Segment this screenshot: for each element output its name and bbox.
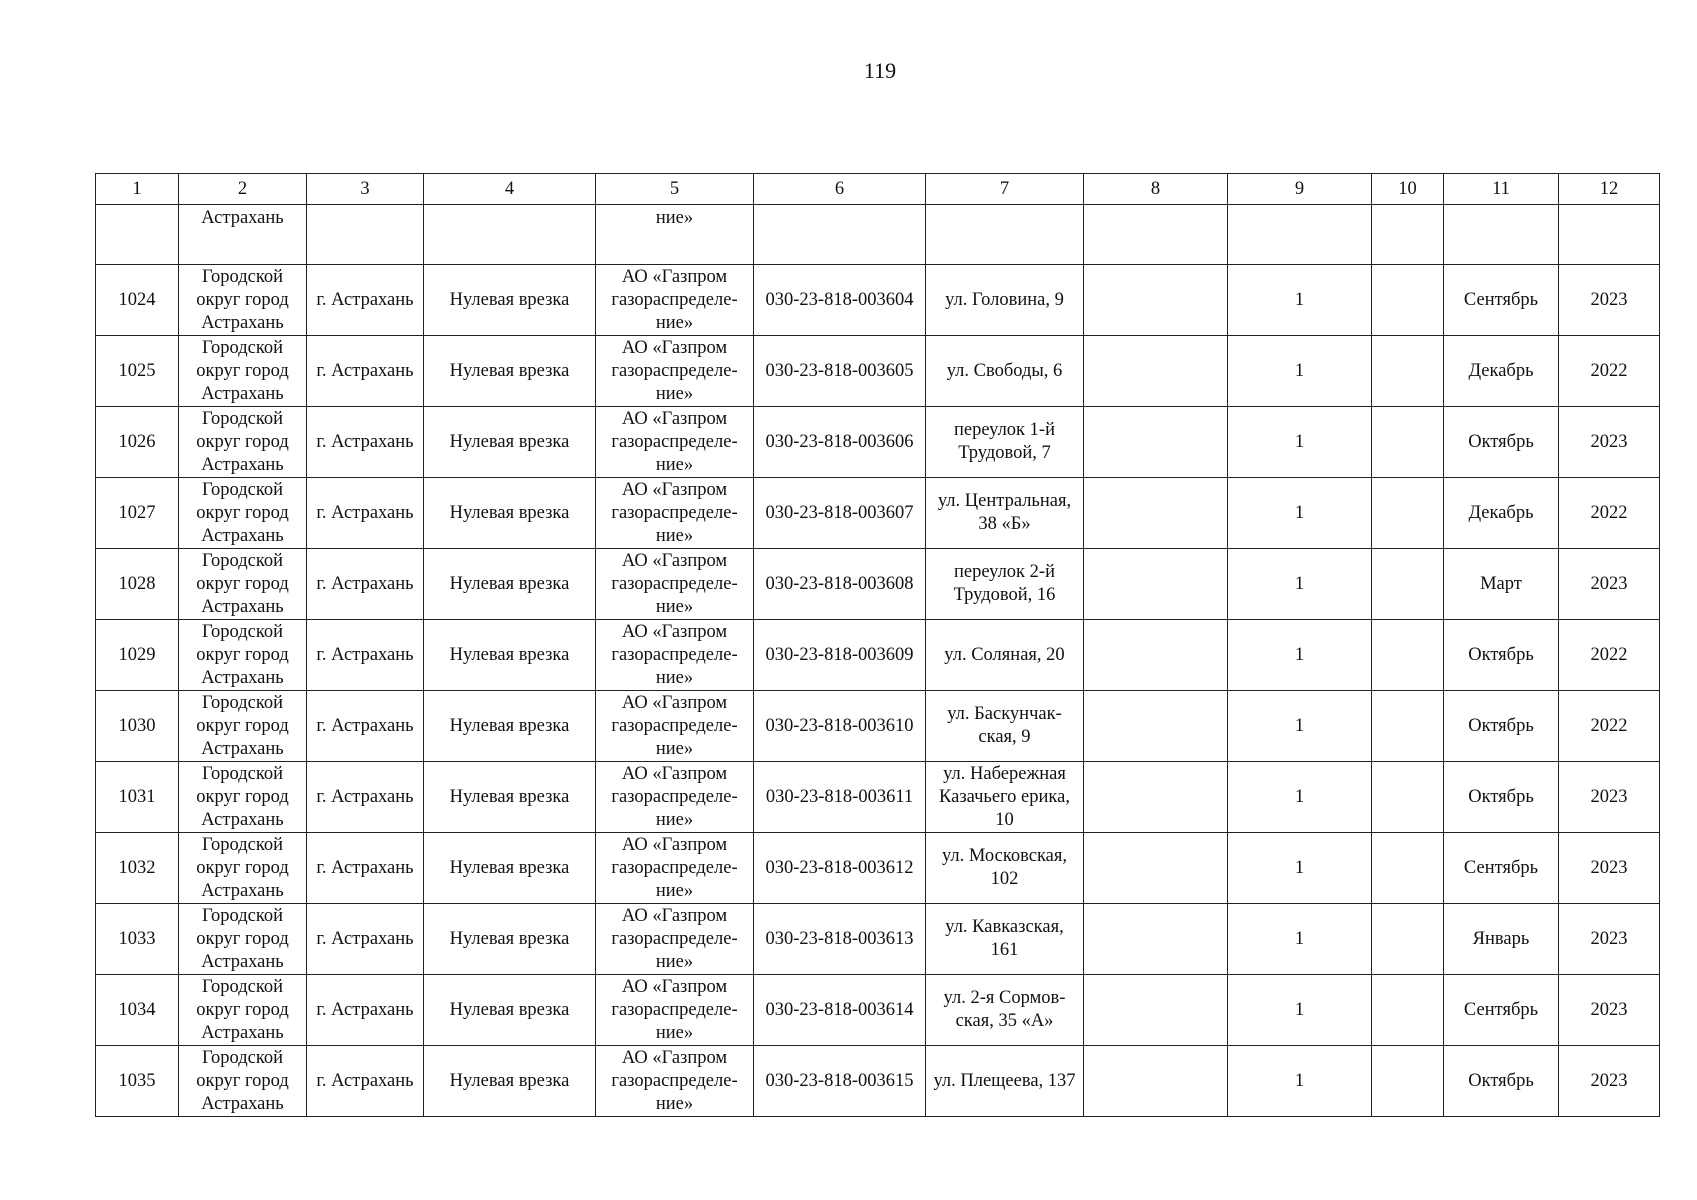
org-line: ние»: [655, 383, 694, 404]
org-line: ние»: [655, 596, 694, 617]
district-line: Астрахань: [201, 809, 284, 830]
table-cell-organization: ние»: [596, 205, 754, 265]
district-line: Астрахань: [201, 880, 284, 901]
address-cell: [926, 336, 1084, 407]
month-cell: Октябрь: [1444, 1046, 1559, 1117]
district-line: Астрахань: [201, 667, 284, 688]
district-line: округ город: [196, 786, 289, 807]
city-cell: г. Астрахань: [307, 336, 424, 407]
org-line: ние»: [655, 951, 694, 972]
district-cell: [179, 904, 307, 975]
column-header: 6: [754, 174, 926, 205]
column-8-cell: [1084, 265, 1228, 336]
address-cell: [926, 407, 1084, 478]
column-8-cell: [1084, 904, 1228, 975]
org-line: АО «Газпром: [621, 692, 728, 713]
district-cell: [179, 478, 307, 549]
table-row: [96, 904, 1660, 975]
city-cell: г. Астрахань: [307, 407, 424, 478]
address-line: ул. Кавказская,: [945, 917, 1064, 937]
org-line: газораспределе-: [611, 715, 738, 736]
org-line: газораспределе-: [611, 644, 738, 665]
row-number: 1025: [96, 336, 179, 407]
table-cell-district: Астрахань: [179, 205, 307, 265]
district-line: округ город: [196, 573, 289, 594]
district-line: Городской: [201, 905, 284, 926]
org-line: АО «Газпром: [621, 905, 728, 926]
column-header: 8: [1084, 174, 1228, 205]
city-cell: г. Астрахань: [307, 691, 424, 762]
address-line: Казачьего ерика,: [939, 786, 1070, 807]
district-line: Астрахань: [201, 738, 284, 759]
organization-cell: [596, 620, 754, 691]
year-cell: 2023: [1559, 975, 1660, 1046]
quantity-cell: 1: [1228, 904, 1372, 975]
organization-cell: [596, 833, 754, 904]
org-line: АО «Газпром: [621, 1047, 728, 1068]
code-cell: 030-23-818-003615: [754, 1046, 926, 1117]
table-row: [96, 407, 1660, 478]
column-header: 12: [1559, 174, 1660, 205]
address-cell: [926, 833, 1084, 904]
address-line: ская, 35 «А»: [955, 1011, 1054, 1031]
type-cell: Нулевая врезка: [424, 265, 596, 336]
table-row: [96, 265, 1660, 336]
year-cell: 2022: [1559, 620, 1660, 691]
district-line: Городской: [201, 692, 284, 713]
year-cell: 2023: [1559, 265, 1660, 336]
district-line: округ город: [196, 289, 289, 310]
district-line: Городской: [201, 479, 284, 500]
column-8-cell: [1084, 762, 1228, 833]
column-10-cell: [1372, 904, 1444, 975]
org-line: газораспределе-: [611, 1070, 738, 1091]
month-cell: Октябрь: [1444, 691, 1559, 762]
row-number: 1033: [96, 904, 179, 975]
continuation-row: [96, 205, 1660, 265]
code-cell: 030-23-818-003612: [754, 833, 926, 904]
column-10-cell: [1372, 620, 1444, 691]
district-line: Астрахань: [201, 525, 284, 546]
row-number: 1032: [96, 833, 179, 904]
org-line: газораспределе-: [611, 502, 738, 523]
column-header: 9: [1228, 174, 1372, 205]
code-cell: 030-23-818-003604: [754, 265, 926, 336]
column-header: 4: [424, 174, 596, 205]
district-line: округ город: [196, 715, 289, 736]
organization-cell: [596, 1046, 754, 1117]
address-line: ул. Центральная,: [937, 491, 1072, 511]
organization-cell: [596, 904, 754, 975]
district-line: Городской: [201, 408, 284, 429]
district-cell: [179, 975, 307, 1046]
address-cell: [926, 762, 1084, 833]
org-line: газораспределе-: [611, 573, 738, 594]
column-header: 3: [307, 174, 424, 205]
column-10-cell: [1372, 265, 1444, 336]
quantity-cell: 1: [1228, 478, 1372, 549]
district-cell: [179, 620, 307, 691]
code-cell: 030-23-818-003613: [754, 904, 926, 975]
table-cell: [1559, 205, 1660, 265]
address-line: ул. Набережная: [943, 763, 1066, 784]
address-line: ул. Московская,: [941, 846, 1068, 866]
city-cell: г. Астрахань: [307, 762, 424, 833]
district-line: Астрахань: [201, 596, 284, 617]
row-number: 1029: [96, 620, 179, 691]
address-line: ул. Соляная, 20: [944, 644, 1065, 665]
address-cell: [926, 265, 1084, 336]
org-line: ние»: [655, 454, 694, 475]
city-cell: г. Астрахань: [307, 975, 424, 1046]
org-line: ние»: [655, 525, 694, 546]
year-cell: 2023: [1559, 762, 1660, 833]
org-line: газораспределе-: [611, 999, 738, 1020]
column-header: 2: [179, 174, 307, 205]
org-line: АО «Газпром: [621, 621, 728, 642]
month-cell: Январь: [1444, 904, 1559, 975]
address-line: Трудовой, 16: [953, 585, 1056, 605]
month-cell: Сентябрь: [1444, 975, 1559, 1046]
city-cell: г. Астрахань: [307, 1046, 424, 1117]
org-line: газораспределе-: [611, 928, 738, 949]
org-line: АО «Газпром: [621, 337, 728, 358]
org-line: ние»: [655, 880, 694, 901]
quantity-cell: 1: [1228, 762, 1372, 833]
organization-cell: [596, 691, 754, 762]
quantity-cell: 1: [1228, 549, 1372, 620]
quantity-cell: 1: [1228, 620, 1372, 691]
district-line: Астрахань: [201, 312, 284, 333]
type-cell: Нулевая врезка: [424, 1046, 596, 1117]
code-cell: 030-23-818-003606: [754, 407, 926, 478]
column-10-cell: [1372, 478, 1444, 549]
table-cell: [754, 205, 926, 265]
address-line: 102: [990, 869, 1019, 889]
column-10-cell: [1372, 833, 1444, 904]
district-line: Астрахань: [201, 1022, 284, 1043]
year-cell: 2023: [1559, 904, 1660, 975]
org-line: газораспределе-: [611, 857, 738, 878]
org-line: ние»: [655, 312, 694, 333]
column-10-cell: [1372, 1046, 1444, 1117]
table-row: [96, 691, 1660, 762]
organization-cell: [596, 336, 754, 407]
district-cell: [179, 407, 307, 478]
year-cell: 2023: [1559, 1046, 1660, 1117]
table-cell: [1228, 205, 1372, 265]
type-cell: Нулевая врезка: [424, 336, 596, 407]
org-line: газораспределе-: [611, 289, 738, 310]
code-cell: 030-23-818-003611: [754, 762, 926, 833]
column-8-cell: [1084, 336, 1228, 407]
district-line: округ город: [196, 502, 289, 523]
column-number-row: [96, 174, 1660, 205]
district-line: округ город: [196, 857, 289, 878]
org-line: АО «Газпром: [621, 479, 728, 500]
table-cell: [96, 205, 179, 265]
org-line: ние»: [655, 1022, 694, 1043]
month-cell: Октябрь: [1444, 762, 1559, 833]
column-header: 7: [926, 174, 1084, 205]
address-line: ул. Плещеева, 137: [933, 1070, 1076, 1091]
district-line: Городской: [201, 976, 284, 997]
quantity-cell: 1: [1228, 833, 1372, 904]
district-line: Городской: [201, 834, 284, 855]
district-cell: [179, 762, 307, 833]
month-cell: Декабрь: [1444, 336, 1559, 407]
column-header: 11: [1444, 174, 1559, 205]
address-line: 10: [995, 809, 1014, 830]
column-8-cell: [1084, 691, 1228, 762]
year-cell: 2022: [1559, 336, 1660, 407]
table-row: [96, 762, 1660, 833]
district-cell: [179, 549, 307, 620]
district-line: Городской: [201, 621, 284, 642]
row-number: 1035: [96, 1046, 179, 1117]
row-number: 1034: [96, 975, 179, 1046]
row-number: 1030: [96, 691, 179, 762]
org-line: АО «Газпром: [621, 976, 728, 997]
district-line: Городской: [201, 1047, 284, 1068]
district-line: Астрахань: [201, 951, 284, 972]
column-8-cell: [1084, 478, 1228, 549]
type-cell: Нулевая врезка: [424, 833, 596, 904]
row-number: 1027: [96, 478, 179, 549]
org-line: АО «Газпром: [621, 834, 728, 855]
quantity-cell: 1: [1228, 975, 1372, 1046]
district-cell: [179, 1046, 307, 1117]
address-cell: [926, 1046, 1084, 1117]
type-cell: Нулевая врезка: [424, 620, 596, 691]
quantity-cell: 1: [1228, 336, 1372, 407]
column-10-cell: [1372, 975, 1444, 1046]
type-cell: Нулевая врезка: [424, 478, 596, 549]
district-line: округ город: [196, 999, 289, 1020]
table-row: [96, 1046, 1660, 1117]
district-line: округ город: [196, 360, 289, 381]
city-cell: г. Астрахань: [307, 833, 424, 904]
column-8-cell: [1084, 1046, 1228, 1117]
quantity-cell: 1: [1228, 265, 1372, 336]
org-line: АО «Газпром: [621, 408, 728, 429]
column-8-cell: [1084, 975, 1228, 1046]
district-line: Астрахань: [201, 454, 284, 475]
registry-table: [95, 173, 1660, 1117]
address-line: Трудовой, 7: [958, 443, 1051, 463]
type-cell: Нулевая врезка: [424, 549, 596, 620]
city-cell: г. Астрахань: [307, 620, 424, 691]
column-header: 10: [1372, 174, 1444, 205]
table-cell: [307, 205, 424, 265]
city-cell: г. Астрахань: [307, 265, 424, 336]
organization-cell: [596, 265, 754, 336]
type-cell: Нулевая врезка: [424, 762, 596, 833]
column-10-cell: [1372, 762, 1444, 833]
address-cell: [926, 904, 1084, 975]
month-cell: Октябрь: [1444, 620, 1559, 691]
month-cell: Сентябрь: [1444, 833, 1559, 904]
organization-cell: [596, 549, 754, 620]
district-line: округ город: [196, 1070, 289, 1091]
row-number: 1028: [96, 549, 179, 620]
column-10-cell: [1372, 407, 1444, 478]
type-cell: Нулевая врезка: [424, 975, 596, 1046]
address-cell: [926, 975, 1084, 1046]
district-cell: [179, 833, 307, 904]
year-cell: 2022: [1559, 478, 1660, 549]
table-cell: [926, 205, 1084, 265]
code-cell: 030-23-818-003609: [754, 620, 926, 691]
district-line: Астрахань: [201, 1093, 284, 1114]
org-line: ние»: [655, 738, 694, 759]
org-line: ние»: [655, 667, 694, 688]
organization-cell: [596, 975, 754, 1046]
org-line: АО «Газпром: [621, 550, 728, 571]
organization-cell: [596, 762, 754, 833]
table-body: [96, 174, 1660, 1117]
month-cell: Сентябрь: [1444, 265, 1559, 336]
quantity-cell: 1: [1228, 691, 1372, 762]
table-cell: [424, 205, 596, 265]
district-cell: [179, 265, 307, 336]
district-cell: [179, 691, 307, 762]
address-line: 161: [990, 940, 1019, 960]
district-line: Городской: [201, 763, 284, 784]
month-cell: Март: [1444, 549, 1559, 620]
address-cell: [926, 691, 1084, 762]
code-cell: 030-23-818-003605: [754, 336, 926, 407]
district-line: округ город: [196, 431, 289, 452]
column-header: 5: [596, 174, 754, 205]
column-10-cell: [1372, 549, 1444, 620]
page-number: 119: [863, 58, 897, 83]
table-row: [96, 549, 1660, 620]
year-cell: 2023: [1559, 407, 1660, 478]
org-line: ние»: [655, 1093, 694, 1114]
district-line: Астрахань: [201, 383, 284, 404]
address-line: ская, 9: [978, 727, 1031, 747]
year-cell: 2023: [1559, 833, 1660, 904]
row-number: 1024: [96, 265, 179, 336]
row-number: 1026: [96, 407, 179, 478]
address-line: ул. Головина, 9: [945, 289, 1064, 310]
column-10-cell: [1372, 336, 1444, 407]
table-row: [96, 833, 1660, 904]
org-line: АО «Газпром: [621, 763, 728, 784]
table-cell: [1444, 205, 1559, 265]
district-cell: [179, 336, 307, 407]
address-line: ул. Баскунчак-: [947, 704, 1062, 724]
type-cell: Нулевая врезка: [424, 904, 596, 975]
city-cell: г. Астрахань: [307, 904, 424, 975]
address-line: переулок 2-й: [954, 562, 1055, 582]
org-line: ние»: [655, 809, 694, 830]
table-row: [96, 336, 1660, 407]
table-cell: [1084, 205, 1228, 265]
column-8-cell: [1084, 549, 1228, 620]
column-8-cell: [1084, 407, 1228, 478]
column-10-cell: [1372, 691, 1444, 762]
row-number: 1031: [96, 762, 179, 833]
quantity-cell: 1: [1228, 407, 1372, 478]
city-cell: г. Астрахань: [307, 549, 424, 620]
code-cell: 030-23-818-003614: [754, 975, 926, 1046]
org-line: газораспределе-: [611, 786, 738, 807]
address-line: ул. 2-я Сормов-: [943, 988, 1066, 1008]
month-cell: Декабрь: [1444, 478, 1559, 549]
table-cell: [1372, 205, 1444, 265]
org-line: газораспределе-: [611, 360, 738, 381]
table-row: [96, 478, 1660, 549]
organization-cell: [596, 407, 754, 478]
district-line: округ город: [196, 644, 289, 665]
column-header: 1: [96, 174, 179, 205]
column-8-cell: [1084, 833, 1228, 904]
organization-cell: [596, 478, 754, 549]
table-row: [96, 620, 1660, 691]
org-line: АО «Газпром: [621, 266, 728, 287]
district-line: округ город: [196, 928, 289, 949]
address-line: переулок 1-й: [954, 420, 1055, 440]
district-line: Городской: [201, 550, 284, 571]
quantity-cell: 1: [1228, 1046, 1372, 1117]
type-cell: Нулевая врезка: [424, 691, 596, 762]
type-cell: Нулевая врезка: [424, 407, 596, 478]
city-cell: г. Астрахань: [307, 478, 424, 549]
column-8-cell: [1084, 620, 1228, 691]
address-line: ул. Свободы, 6: [946, 360, 1063, 381]
address-cell: [926, 620, 1084, 691]
code-cell: 030-23-818-003608: [754, 549, 926, 620]
code-cell: 030-23-818-003607: [754, 478, 926, 549]
address-line: 38 «Б»: [978, 514, 1031, 534]
address-cell: [926, 478, 1084, 549]
district-line: Городской: [201, 337, 284, 358]
year-cell: 2023: [1559, 549, 1660, 620]
year-cell: 2022: [1559, 691, 1660, 762]
month-cell: Октябрь: [1444, 407, 1559, 478]
code-cell: 030-23-818-003610: [754, 691, 926, 762]
table-row: [96, 975, 1660, 1046]
address-cell: [926, 549, 1084, 620]
district-line: Городской: [201, 266, 284, 287]
org-line: газораспределе-: [611, 431, 738, 452]
